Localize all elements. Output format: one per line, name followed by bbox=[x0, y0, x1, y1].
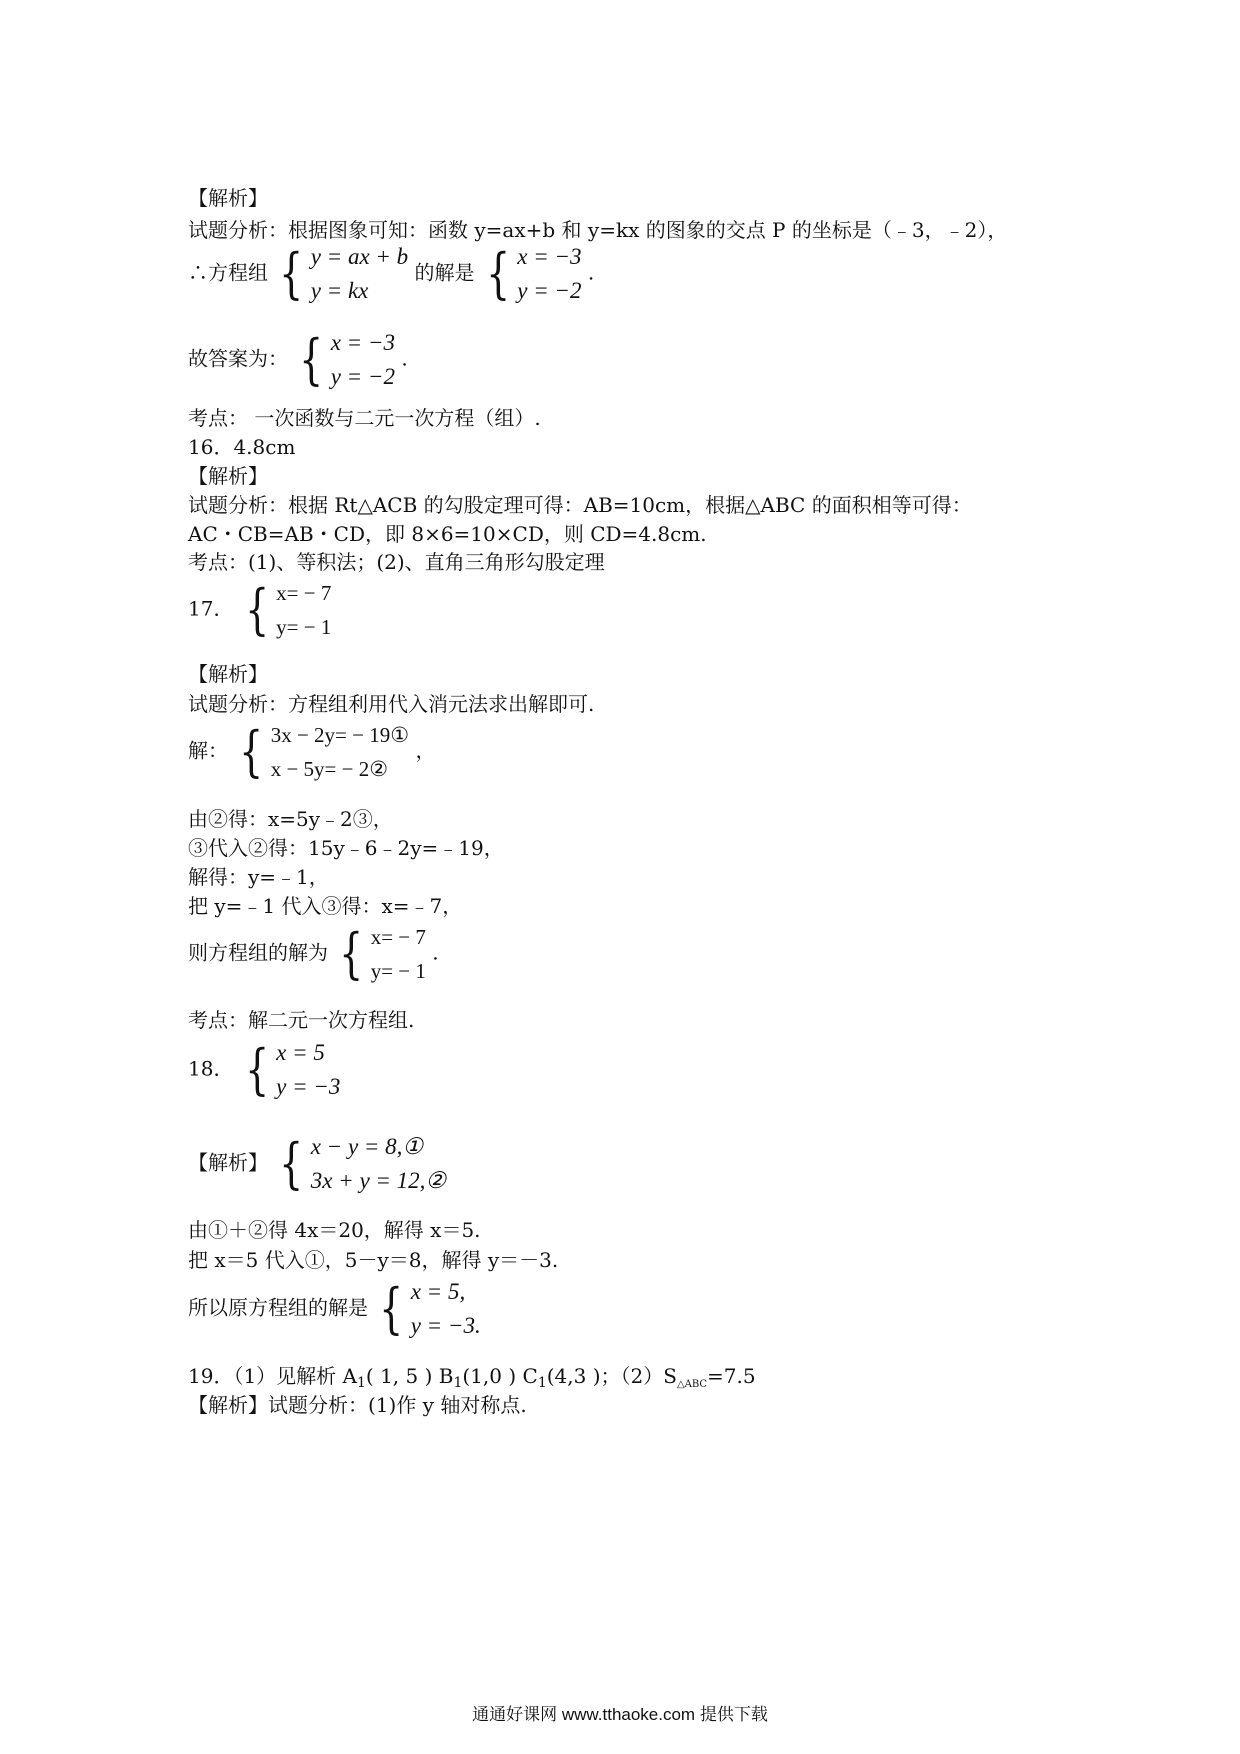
question-answer: 18． { x = 5 y = −3 bbox=[188, 1036, 340, 1104]
equation-system: { x = 5, y = −3. bbox=[379, 1277, 481, 1340]
answer-line: 故答案为： { x = −3 y = −2 . bbox=[188, 326, 408, 394]
solution-step: ③代入②得：15y﹣6﹣2y=﹣19， bbox=[188, 836, 504, 860]
analysis-text: 【解析】试题分析：(1)作 y 轴对称点. bbox=[188, 1393, 527, 1417]
section-heading: 【解析】 bbox=[188, 186, 268, 210]
solution-step: 把 y=﹣1 代入③得：x=﹣7， bbox=[188, 894, 463, 918]
page-footer: 通通好课网 www.tthaoke.com 提供下载 bbox=[472, 1705, 768, 1724]
analysis-text: 试题分析：根据图象可知：函数 y=ax+b 和 y=kx 的图象的交点 P 的坐标是（﹣3，﹣2）， bbox=[188, 218, 1008, 242]
equation-system: { x= − 7 y= − 1 bbox=[339, 922, 426, 985]
question-answer: 17． { x= − 7 y= − 1 bbox=[188, 576, 331, 644]
equation-system: { x = −3 y = −2 bbox=[299, 328, 395, 391]
key-point: 考点：(1)、等积法；(2)、直角三角形勾股定理 bbox=[188, 550, 605, 574]
analysis-text: 试题分析：方程组利用代入消元法求出解即可. bbox=[188, 692, 595, 716]
solution-step: 解得：y=﹣1， bbox=[188, 865, 329, 889]
solution-line: 【解析】 { x − y = 8,① 3x + y = 12,② bbox=[188, 1130, 446, 1198]
section-heading: 【解析】 bbox=[188, 464, 268, 488]
equation-system: { x − y = 8,① 3x + y = 12,② bbox=[279, 1132, 447, 1195]
solution-step: 把 x＝5 代入①，5－y＝8，解得 y＝－3. bbox=[188, 1248, 559, 1272]
analysis-text: AC・CB=AB・CD，即 8×6=10×CD，则 CD=4.8cm. bbox=[188, 522, 707, 546]
solution-line: 则方程组的解为 { x= − 7 y= − 1 . bbox=[188, 920, 439, 988]
question-answer: 19．（1）见解析 $A_1$( 1, 5 ) $B_1(1,0$ ) $C_1(4,3$ )；$(2)S_{\triangle ABC}=7.5$ bbox=[188, 1364, 756, 1391]
question-answer: 16．4.8cm bbox=[188, 435, 296, 459]
solution-step: 由②得：x=5y﹣2③， bbox=[188, 807, 393, 831]
equation-system: { x = −3 y = −2 bbox=[486, 242, 582, 305]
equation-line: ∴方程组 { y = ax + b y = kx 的解是 { x = −3 y = −2 . bbox=[188, 240, 594, 308]
equation-system: { 3x − 2y= − 19① x − 5y= − 2② bbox=[239, 720, 410, 783]
solution-line: 解： { 3x − 2y= − 19① x − 5y= − 2② ， bbox=[188, 718, 435, 786]
solution-line: 所以原方程组的解是 { x = 5, y = −3. bbox=[188, 1275, 481, 1343]
equation-system: { x= − 7 y= − 1 bbox=[244, 578, 332, 641]
solution-step: 由①＋②得 4x＝20，解得 x＝5. bbox=[188, 1218, 481, 1242]
section-heading: 【解析】 bbox=[188, 662, 268, 686]
equation-system: { y = ax + b y = kx bbox=[279, 242, 409, 305]
analysis-text: 试题分析：根据 Rt△ACB 的勾股定理可得：AB=10cm，根据△ABC 的面积相等可得： bbox=[188, 493, 972, 517]
key-point: 考点：解二元一次方程组. bbox=[188, 1008, 415, 1032]
key-point: 考点： 一次函数与二元一次方程（组）. bbox=[188, 406, 541, 430]
equation-system: { x = 5 y = −3 bbox=[244, 1038, 341, 1101]
